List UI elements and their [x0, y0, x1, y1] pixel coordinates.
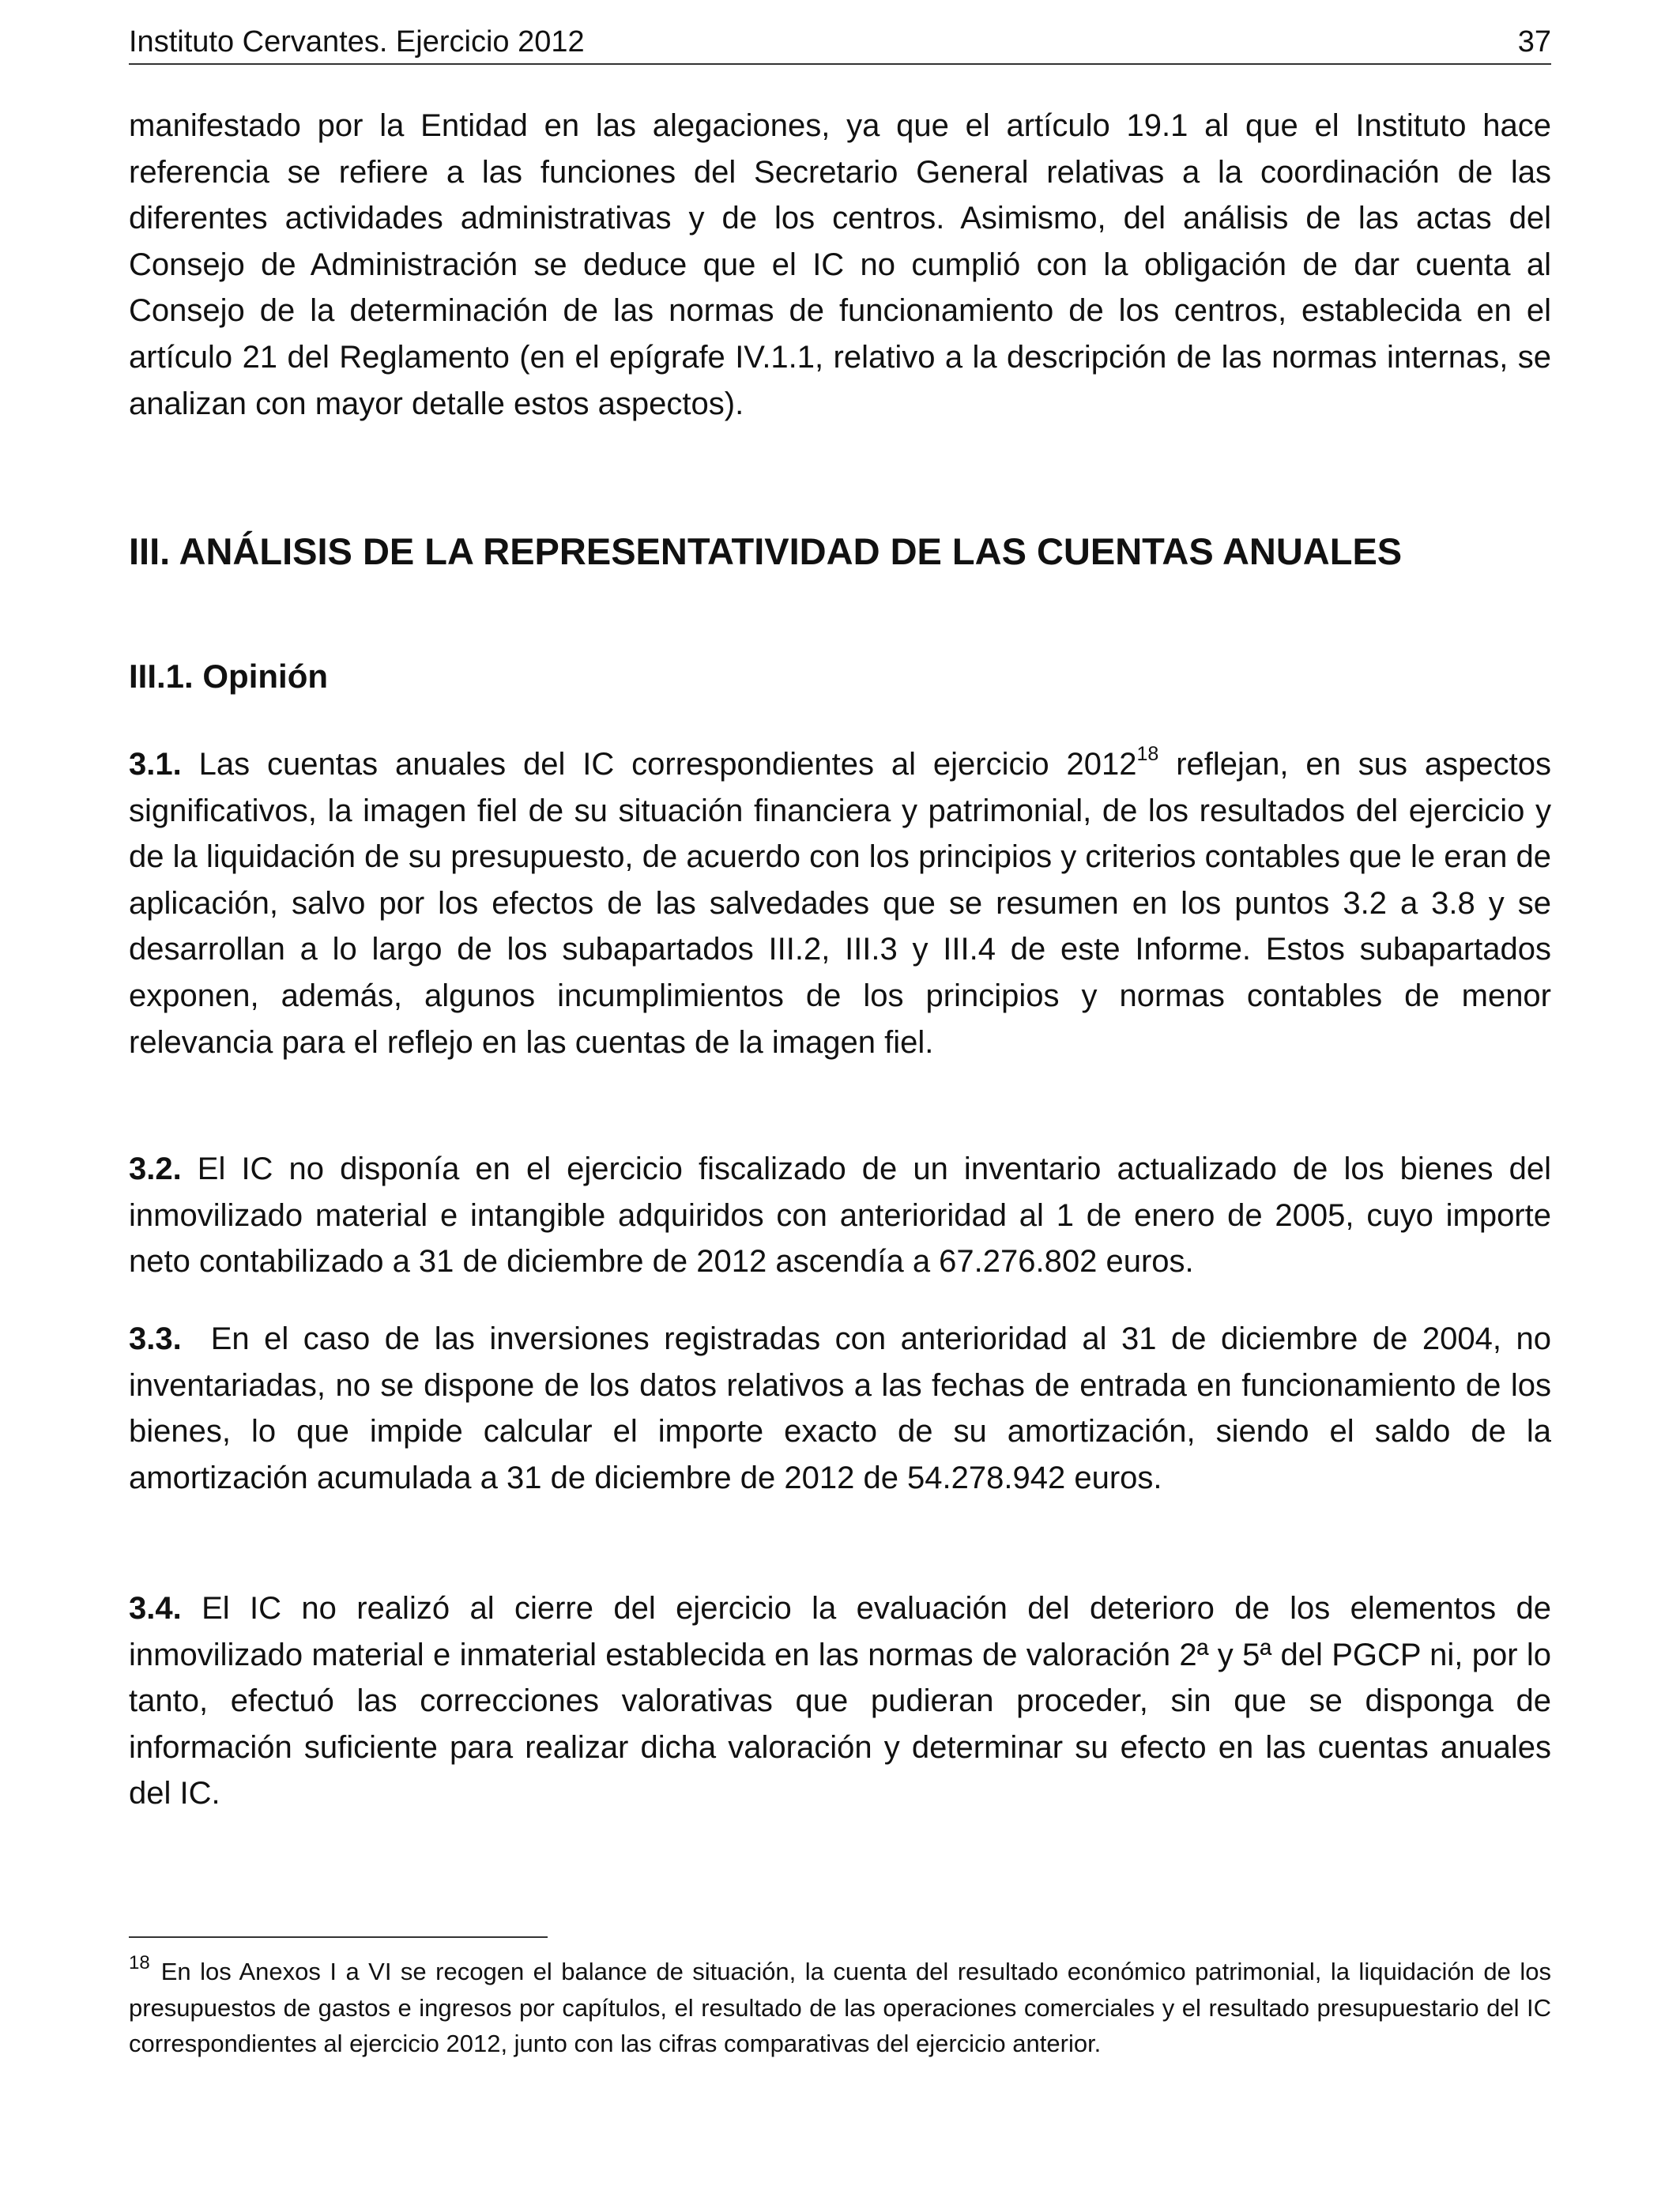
footnote — [129, 1954, 1551, 2062]
paragraph-number: 3.2. — [129, 1152, 182, 1186]
paragraph-text: El IC no realizó al cierre del ejercicio la evaluación del deterioro de los elementos de inmovilizado material e inmaterial establecida en las normas de valoración 2ª y 5ª del PGCP ni, por lo tanto, efectuó las correcciones valorativas que pudieran proceder, sin que se disponga de información suficiente para realizar dicha valoración y determinar su efecto en las cuentas anuales del IC. — [129, 1591, 1551, 1811]
page-header — [129, 24, 1551, 65]
document-page — [129, 0, 1551, 2194]
subsection-heading: III.1. Opinión — [129, 658, 328, 695]
footnote-number: 18 — [129, 1952, 150, 1973]
footnote-text: En los Anexos I a VI se recogen el balance de situación, la cuenta del resultado económico patrimonial, la liquidación de los presupuestos de gastos e ingresos por capítulos, el resultado de las operaciones comerciales y el resultado presupuestario del IC correspondientes al ejercicio 2012, junto con las cifras comparativas del ejercicio anterior. — [129, 1958, 1551, 2057]
paragraph-number: 3.1. — [129, 747, 182, 782]
paragraph-3-2 — [129, 1146, 1551, 1285]
paragraph-text: El IC no disponía en el ejercicio fiscalizado de un inventario actualizado de los bienes del inmovilizado material e intangible adquiridos con anterioridad al 1 de enero de 2005, cuyo importe neto contabilizado a 31 de diciembre de 2012 ascendía a 67.276.802 euros. — [129, 1152, 1551, 1280]
section-heading: III. ANÁLISIS DE LA REPRESENTATIVIDAD DE LAS CUENTAS ANUALES — [129, 530, 1403, 572]
paragraph-text: En el caso de las inversiones registradas con anterioridad al 31 de diciembre de 2004, no inventariadas, no se dispone de los datos relativos a las fechas de entrada en funcionamiento de los bienes, lo que impide calcular el importe exacto de su amortización, siendo el saldo de la amortización acumulada a 31 de diciembre de 2012 de 54.278.942 euros. — [129, 1321, 1551, 1495]
paragraph-3-4 — [129, 1585, 1551, 1817]
paragraph-text: reflejan, en sus aspectos significativos, la imagen fiel de su situación financiera y patrimonial, de los resultados del ejercicio y de la liquidación de su presupuesto, de acuerdo con los principios y criterios contables que le eran de aplicación, salvo por los efectos de las salvedades que se resumen en los puntos 3.2 a 3.8 y se desarrollan a lo largo de los subapartados III.2, III.3 y III.4 de este Informe. Estos subapartados exponen, además, algunos incumplimientos de los principios y normas contables de menor relevancia para el reflejo en las cuentas de la imagen fiel. — [129, 747, 1551, 1060]
paragraph-number: 3.4. — [129, 1591, 182, 1626]
footnote-divider — [129, 1936, 548, 1938]
paragraph-text: Las cuentas anuales del IC correspondientes al ejercicio 2012 — [198, 747, 1137, 782]
paragraph-number: 3.3. — [129, 1321, 182, 1356]
page-number: 37 — [1517, 25, 1551, 58]
paragraph-3-1 — [129, 741, 1551, 1065]
intro-paragraph: manifestado por la Entidad en las alegaciones, ya que el artículo 19.1 al que el Instituto hace referencia se refiere a las funciones del Secretario General relativas a la coordinación de las diferentes actividades administrativas y de los centros. Asimismo, del análisis de las actas del Consejo de Administración se deduce que el IC no cumplió con la obligación de dar cuenta al Consejo de la determinación de las normas de funcionamiento de los centros, establecida en el artículo 21 del Reglamento (en el epígrafe IV.1.1, relativo a la descripción de las normas internas, se analizan con mayor detalle estos aspectos). — [129, 108, 1551, 421]
footnote-reference[interactable]: 18 — [1136, 743, 1159, 765]
header-title: Instituto Cervantes. Ejercicio 2012 — [129, 25, 585, 58]
paragraph-3-3 — [129, 1316, 1551, 1501]
